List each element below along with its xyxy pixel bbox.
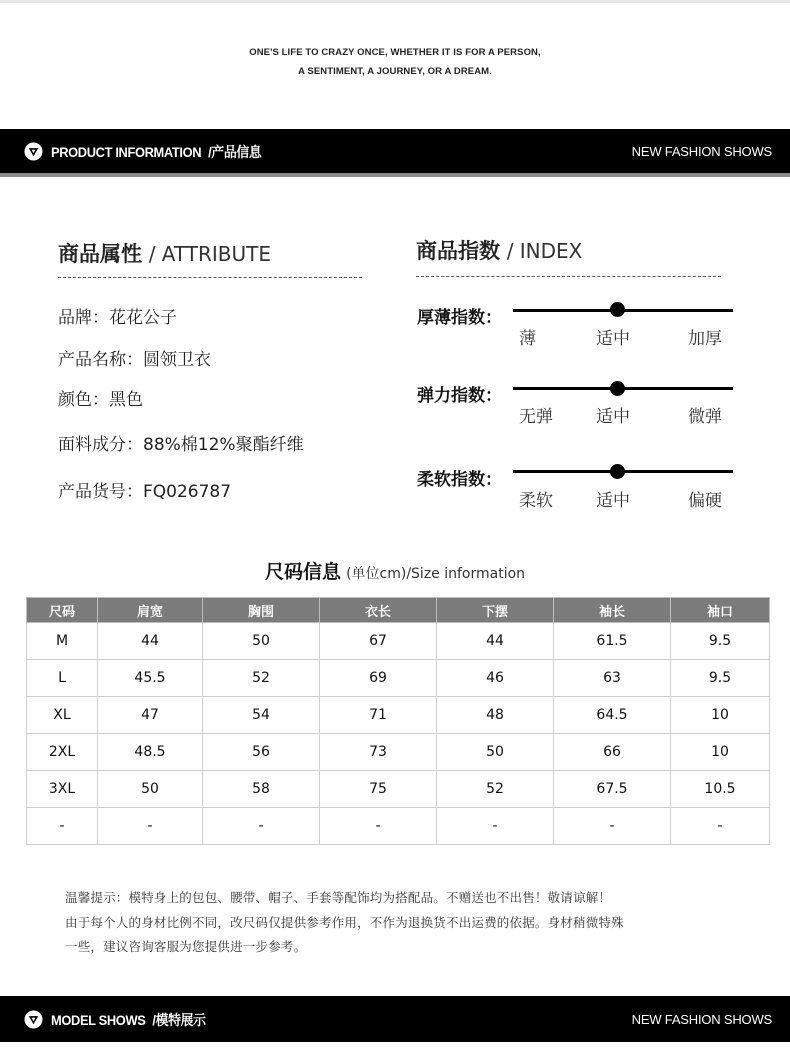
size-heading-cn: 尺码信息 [264,561,341,583]
size-column-header: 下摆 [437,598,554,623]
product-information-band [0,129,790,173]
table-row [27,771,770,808]
softness-scale-high: 偏硬 [688,491,722,511]
attribute-heading-en: / ATTRIBUTE [148,242,272,266]
attribute-heading [58,238,271,268]
band-title-en: MODEL SHOWS [51,1012,146,1028]
table-cell: 58 [203,771,320,808]
index-heading-en: / INDEX [506,239,583,263]
attribute-divider [58,277,362,278]
table-cell: 2XL [27,734,98,771]
table-row [27,734,770,771]
table-cell: 66 [554,734,671,771]
table-cell: 46 [437,660,554,697]
softness-index-label: 柔软指数： [417,470,502,490]
table-cell: 67 [320,623,437,660]
attribute-product-name: 产品名称：圆领卫衣 [58,350,211,370]
elasticity-index-label: 弹力指数： [417,386,502,406]
slogan-line-1: ONE'S LIFE TO CRAZY ONCE, WHETHER IT IS FOR A PERSON, [249,47,541,58]
table-cell: 48.5 [98,734,203,771]
note-line-3: 一些，建议咨询客服为您提供进一步参考。 [65,939,307,954]
thickness-scale-high: 加厚 [688,329,722,349]
table-cell: 71 [320,697,437,734]
table-cell: 9.5 [671,660,770,697]
elasticity-index-marker [610,381,625,396]
table-cell: 50 [203,623,320,660]
table-cell: 50 [98,771,203,808]
thickness-scale-mid: 适中 [596,329,630,349]
table-row [27,623,770,660]
table-cell: 10.5 [671,771,770,808]
band-divider [0,173,790,177]
attribute-item-number: 产品货号：FQ026787 [58,482,232,502]
size-table [26,597,770,845]
table-cell: - [437,808,554,845]
table-row [27,808,770,845]
table-cell: 73 [320,734,437,771]
table-cell: 9.5 [671,623,770,660]
attribute-fabric: 面料成分：88%棉12%聚酯纤维 [58,435,304,455]
note-line-1: 温馨提示：模特身上的包包、腰带、帽子、手套等配饰均为搭配品。不赠送也不出售！敬请谅解！ [65,890,612,905]
elasticity-scale-low: 无弹 [519,407,553,427]
softness-scale-mid: 适中 [596,491,630,511]
index-heading [416,235,582,265]
band-title-en: PRODUCT INFORMATION [51,144,202,160]
band-right-text: NEW FASHION SHOWS [631,144,772,159]
band-title [51,1010,206,1030]
table-cell: 64.5 [554,697,671,734]
size-table-header [27,598,770,623]
table-cell: 67.5 [554,771,671,808]
softness-index-marker [610,464,625,479]
table-cell: 10 [671,734,770,771]
table-row [27,697,770,734]
table-cell: 52 [203,660,320,697]
elasticity-scale-mid: 适中 [596,407,630,427]
index-heading-cn: 商品指数 [416,239,500,263]
size-heading [0,557,790,584]
table-cell: 56 [203,734,320,771]
index-divider [416,276,721,277]
slogan-line-2: A SENTIMENT, A JOURNEY, OR A DREAM. [298,66,492,77]
table-cell: 52 [437,771,554,808]
note-line-2: 由于每个人的身材比例不同，改尺码仅提供参考作用，不作为退换货不出运费的依据。身材稍微特殊 [65,915,624,930]
table-cell: 44 [98,623,203,660]
table-cell: - [27,808,98,845]
down-arrow-circle-icon [24,1010,43,1029]
table-cell: M [27,623,98,660]
band-separator: / [208,144,212,160]
band-title-cn: 产品信息 [211,144,262,160]
down-arrow-circle-icon [24,142,43,161]
table-cell: 50 [437,734,554,771]
table-cell: 69 [320,660,437,697]
table-cell: L [27,660,98,697]
table-cell: - [98,808,203,845]
table-cell: 75 [320,771,437,808]
table-cell: XL [27,697,98,734]
table-cell: 61.5 [554,623,671,660]
size-column-header: 袖长 [554,598,671,623]
attribute-color: 颜色：黑色 [58,390,143,410]
size-column-header: 胸围 [203,598,320,623]
table-cell: 10 [671,697,770,734]
size-column-header: 肩宽 [98,598,203,623]
band-separator: / [152,1012,156,1028]
table-cell: - [554,808,671,845]
table-cell: 47 [98,697,203,734]
attribute-brand: 品牌：花花公子 [58,308,177,328]
table-row [27,660,770,697]
table-cell: - [671,808,770,845]
thickness-index-marker [610,302,625,317]
size-heading-sub: (单位cm)/Size information [346,566,526,582]
size-column-header: 尺码 [27,598,98,623]
table-cell: 44 [437,623,554,660]
band-right-text: NEW FASHION SHOWS [631,1012,772,1027]
size-column-header: 袖口 [671,598,770,623]
band-title [51,142,261,162]
table-cell: 48 [437,697,554,734]
band-title-cn: 模特展示 [155,1012,206,1028]
table-cell: 54 [203,697,320,734]
elasticity-scale-high: 微弹 [688,407,722,427]
table-cell: 63 [554,660,671,697]
table-cell: - [320,808,437,845]
softness-scale-low: 柔软 [519,491,553,511]
table-cell: - [203,808,320,845]
table-cell: 45.5 [98,660,203,697]
size-column-header: 衣长 [320,598,437,623]
table-cell: 3XL [27,771,98,808]
thickness-scale-low: 薄 [519,329,536,349]
thickness-index-label: 厚薄指数： [417,308,502,328]
model-shows-band [0,996,790,1042]
attribute-heading-cn: 商品属性 [58,242,142,266]
top-decoration [0,0,790,3]
